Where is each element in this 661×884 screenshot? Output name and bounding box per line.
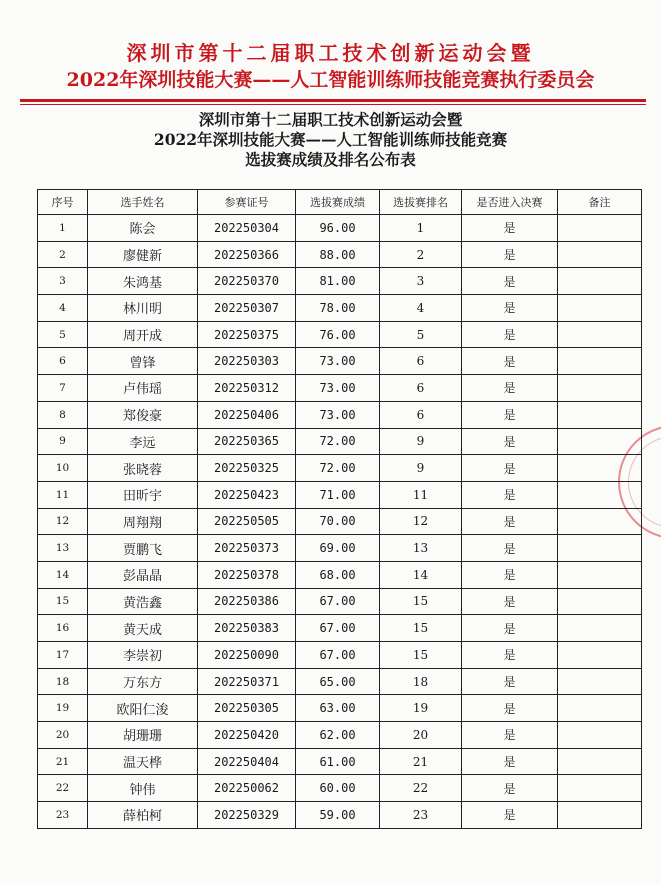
cell-name: 胡珊珊 [88, 722, 198, 749]
cell-name: 黄天成 [88, 615, 198, 642]
col-header-final: 是否进入决赛 [462, 190, 558, 215]
cell-score: 61.00 [296, 748, 380, 775]
cell-rank: 5 [380, 321, 462, 348]
table-row [38, 268, 642, 295]
cell-final: 是 [462, 268, 558, 295]
cell-rank: 1 [380, 215, 462, 242]
cell-note [558, 215, 642, 242]
cell-no: 2 [38, 241, 88, 268]
table-row [38, 642, 642, 669]
cell-note [558, 748, 642, 775]
cell-rank: 14 [380, 561, 462, 588]
cell-rank: 9 [380, 455, 462, 482]
cell-score: 62.00 [296, 722, 380, 749]
cell-note [558, 695, 642, 722]
table-row [38, 348, 642, 375]
table-row [38, 215, 642, 242]
cell-final: 是 [462, 642, 558, 669]
table-body [38, 215, 642, 829]
cell-final: 是 [462, 455, 558, 482]
cell-note [558, 642, 642, 669]
cell-rank: 11 [380, 481, 462, 508]
cell-name: 陈会 [88, 215, 198, 242]
cell-final: 是 [462, 481, 558, 508]
cell-final: 是 [462, 401, 558, 428]
cell-score: 69.00 [296, 535, 380, 562]
cell-no: 11 [38, 481, 88, 508]
cell-name: 曾锋 [88, 348, 198, 375]
cell-note [558, 722, 642, 749]
cell-note [558, 481, 642, 508]
cell-score: 72.00 [296, 428, 380, 455]
cell-name: 张晓蓉 [88, 455, 198, 482]
cell-final: 是 [462, 428, 558, 455]
cell-note [558, 401, 642, 428]
cell-name: 钟伟 [88, 775, 198, 802]
table-row [38, 775, 642, 802]
cell-no: 10 [38, 455, 88, 482]
cell-id: 202250303 [198, 348, 296, 375]
cell-name: 黄浩鑫 [88, 588, 198, 615]
document-title [0, 110, 661, 170]
cell-score: 88.00 [296, 241, 380, 268]
cell-no: 21 [38, 748, 88, 775]
cell-id: 202250370 [198, 268, 296, 295]
cell-rank: 22 [380, 775, 462, 802]
table-row [38, 481, 642, 508]
cell-final: 是 [462, 535, 558, 562]
table-row [38, 588, 642, 615]
cell-no: 12 [38, 508, 88, 535]
cell-score: 96.00 [296, 215, 380, 242]
cell-note [558, 321, 642, 348]
header-divider-thin [20, 104, 646, 105]
cell-note [558, 428, 642, 455]
cell-note [558, 775, 642, 802]
committee-line-2: 2022年深圳技能大赛——人工智能训练师技能竞赛执行委员会 [66, 69, 595, 91]
cell-no: 23 [38, 802, 88, 829]
table-row [38, 615, 642, 642]
table-row [38, 321, 642, 348]
cell-no: 20 [38, 722, 88, 749]
cell-rank: 2 [380, 241, 462, 268]
cell-id: 202250371 [198, 668, 296, 695]
results-table [37, 189, 642, 829]
cell-rank: 9 [380, 428, 462, 455]
cell-id: 202250304 [198, 215, 296, 242]
cell-note [558, 802, 642, 829]
cell-score: 59.00 [296, 802, 380, 829]
cell-final: 是 [462, 695, 558, 722]
cell-no: 8 [38, 401, 88, 428]
cell-final: 是 [462, 321, 558, 348]
cell-no: 14 [38, 561, 88, 588]
header-divider-thick [20, 99, 646, 102]
table-row [38, 241, 642, 268]
cell-final: 是 [462, 241, 558, 268]
table-row [38, 375, 642, 402]
col-header-id: 参赛证号 [198, 190, 296, 215]
cell-score: 78.00 [296, 295, 380, 322]
table-row [38, 428, 642, 455]
cell-id: 202250325 [198, 455, 296, 482]
cell-no: 3 [38, 268, 88, 295]
table-row [38, 455, 642, 482]
cell-id: 202250420 [198, 722, 296, 749]
table-row [38, 508, 642, 535]
col-header-no: 序号 [38, 190, 88, 215]
table-row [38, 695, 642, 722]
cell-name: 李远 [88, 428, 198, 455]
cell-rank: 23 [380, 802, 462, 829]
cell-name: 贾鹏飞 [88, 535, 198, 562]
table-header-row [38, 190, 642, 215]
title-line-3: 选拔赛成绩及排名公布表 [245, 150, 416, 169]
cell-rank: 12 [380, 508, 462, 535]
cell-name: 万东方 [88, 668, 198, 695]
cell-note [558, 455, 642, 482]
cell-id: 202250312 [198, 375, 296, 402]
cell-name: 周开成 [88, 321, 198, 348]
cell-score: 73.00 [296, 375, 380, 402]
title-line-1: 深圳市第十二届职工技术创新运动会暨 [198, 110, 463, 129]
cell-id: 202250404 [198, 748, 296, 775]
cell-final: 是 [462, 375, 558, 402]
cell-name: 周翔翔 [88, 508, 198, 535]
cell-rank: 6 [380, 348, 462, 375]
cell-note [558, 375, 642, 402]
cell-rank: 15 [380, 615, 462, 642]
cell-score: 67.00 [296, 588, 380, 615]
cell-rank: 4 [380, 295, 462, 322]
cell-rank: 3 [380, 268, 462, 295]
cell-rank: 19 [380, 695, 462, 722]
cell-id: 202250366 [198, 241, 296, 268]
cell-id: 202250378 [198, 561, 296, 588]
col-header-rank: 选拔赛排名 [380, 190, 462, 215]
table-row [38, 748, 642, 775]
cell-note [558, 588, 642, 615]
col-header-note: 备注 [558, 190, 642, 215]
cell-rank: 15 [380, 642, 462, 669]
col-header-score: 选拔赛成绩 [296, 190, 380, 215]
cell-no: 9 [38, 428, 88, 455]
cell-no: 13 [38, 535, 88, 562]
cell-id: 202250090 [198, 642, 296, 669]
cell-score: 60.00 [296, 775, 380, 802]
cell-score: 68.00 [296, 561, 380, 588]
cell-note [558, 615, 642, 642]
cell-rank: 13 [380, 535, 462, 562]
cell-final: 是 [462, 508, 558, 535]
cell-final: 是 [462, 588, 558, 615]
cell-rank: 18 [380, 668, 462, 695]
cell-name: 廖健新 [88, 241, 198, 268]
col-header-name: 选手姓名 [88, 190, 198, 215]
cell-final: 是 [462, 775, 558, 802]
cell-no: 15 [38, 588, 88, 615]
cell-no: 4 [38, 295, 88, 322]
cell-note [558, 348, 642, 375]
cell-score: 76.00 [296, 321, 380, 348]
cell-no: 22 [38, 775, 88, 802]
cell-no: 6 [38, 348, 88, 375]
cell-id: 202250305 [198, 695, 296, 722]
table-row [38, 802, 642, 829]
cell-score: 73.00 [296, 348, 380, 375]
cell-id: 202250505 [198, 508, 296, 535]
cell-no: 1 [38, 215, 88, 242]
cell-score: 67.00 [296, 615, 380, 642]
committee-line-1: 深圳市第十二届职工技术创新运动会暨 [126, 41, 535, 65]
cell-id: 202250329 [198, 802, 296, 829]
cell-final: 是 [462, 722, 558, 749]
cell-final: 是 [462, 802, 558, 829]
cell-id: 202250383 [198, 615, 296, 642]
cell-score: 71.00 [296, 481, 380, 508]
cell-final: 是 [462, 668, 558, 695]
cell-rank: 6 [380, 375, 462, 402]
cell-no: 5 [38, 321, 88, 348]
cell-note [558, 241, 642, 268]
cell-no: 17 [38, 642, 88, 669]
table-row [38, 668, 642, 695]
cell-id: 202250373 [198, 535, 296, 562]
cell-name: 朱鸿基 [88, 268, 198, 295]
cell-note [558, 508, 642, 535]
cell-name: 薛柏柯 [88, 802, 198, 829]
cell-id: 202250375 [198, 321, 296, 348]
cell-no: 19 [38, 695, 88, 722]
cell-note [558, 268, 642, 295]
cell-final: 是 [462, 748, 558, 775]
cell-final: 是 [462, 615, 558, 642]
cell-name: 李崇初 [88, 642, 198, 669]
cell-rank: 15 [380, 588, 462, 615]
title-line-2: 2022年深圳技能大赛——人工智能训练师技能竞赛 [153, 130, 508, 149]
cell-score: 63.00 [296, 695, 380, 722]
cell-name: 卢伟瑶 [88, 375, 198, 402]
committee-header [0, 40, 661, 93]
cell-final: 是 [462, 561, 558, 588]
cell-note [558, 295, 642, 322]
cell-no: 16 [38, 615, 88, 642]
table-row [38, 722, 642, 749]
cell-rank: 6 [380, 401, 462, 428]
cell-final: 是 [462, 215, 558, 242]
table-row [38, 295, 642, 322]
cell-name: 田昕宇 [88, 481, 198, 508]
cell-rank: 21 [380, 748, 462, 775]
cell-id: 202250062 [198, 775, 296, 802]
cell-note [558, 535, 642, 562]
cell-score: 72.00 [296, 455, 380, 482]
cell-id: 202250423 [198, 481, 296, 508]
cell-name: 温天桦 [88, 748, 198, 775]
cell-note [558, 668, 642, 695]
cell-id: 202250365 [198, 428, 296, 455]
cell-name: 欧阳仁浚 [88, 695, 198, 722]
cell-final: 是 [462, 295, 558, 322]
cell-no: 18 [38, 668, 88, 695]
cell-id: 202250386 [198, 588, 296, 615]
cell-score: 73.00 [296, 401, 380, 428]
cell-name: 林川明 [88, 295, 198, 322]
cell-name: 彭晶晶 [88, 561, 198, 588]
cell-score: 70.00 [296, 508, 380, 535]
table-row [38, 561, 642, 588]
cell-note [558, 561, 642, 588]
cell-name: 郑俊豪 [88, 401, 198, 428]
table-row [38, 401, 642, 428]
cell-score: 65.00 [296, 668, 380, 695]
cell-id: 202250307 [198, 295, 296, 322]
table-row [38, 535, 642, 562]
cell-final: 是 [462, 348, 558, 375]
cell-id: 202250406 [198, 401, 296, 428]
cell-rank: 20 [380, 722, 462, 749]
cell-no: 7 [38, 375, 88, 402]
cell-score: 67.00 [296, 642, 380, 669]
cell-score: 81.00 [296, 268, 380, 295]
